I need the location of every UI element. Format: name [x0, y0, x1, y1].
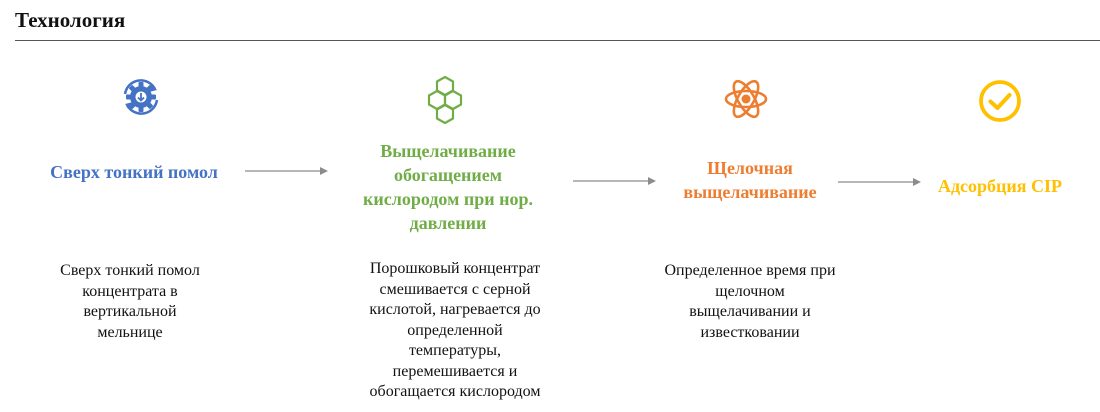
- step-3-description: Определенное время при щелочном выщелачивании и известковании: [664, 262, 836, 341]
- step-1-description: Сверх тонкий помол концентрата в вертикальной мельнице: [60, 262, 200, 341]
- gear-cycle-icon: [116, 72, 166, 122]
- arrow-step-1-to-2: [244, 165, 330, 177]
- arrow-step-2-to-3: [572, 175, 658, 187]
- title-divider: [15, 40, 1100, 41]
- step-3-title: Щелочная выщелачивание: [683, 158, 817, 202]
- step-4-title: Адсорбция CIP: [937, 176, 1063, 196]
- hexagons-icon: [420, 74, 470, 124]
- atom-icon: [721, 74, 771, 124]
- check-circle-icon: [975, 76, 1025, 126]
- arrow-step-3-to-4: [837, 176, 923, 188]
- page-title: Технология: [15, 8, 126, 32]
- step-2-description: Порошковый концентрат смешивается с серной кислотой, нагревается до определенной температуры, перемешивается и обогащается кислородом: [369, 260, 541, 400]
- step-1-title: Сверх тонкий помол: [50, 162, 218, 182]
- step-2-title: Выщелачивание обогащением кислородом при нор. давлении: [363, 141, 533, 233]
